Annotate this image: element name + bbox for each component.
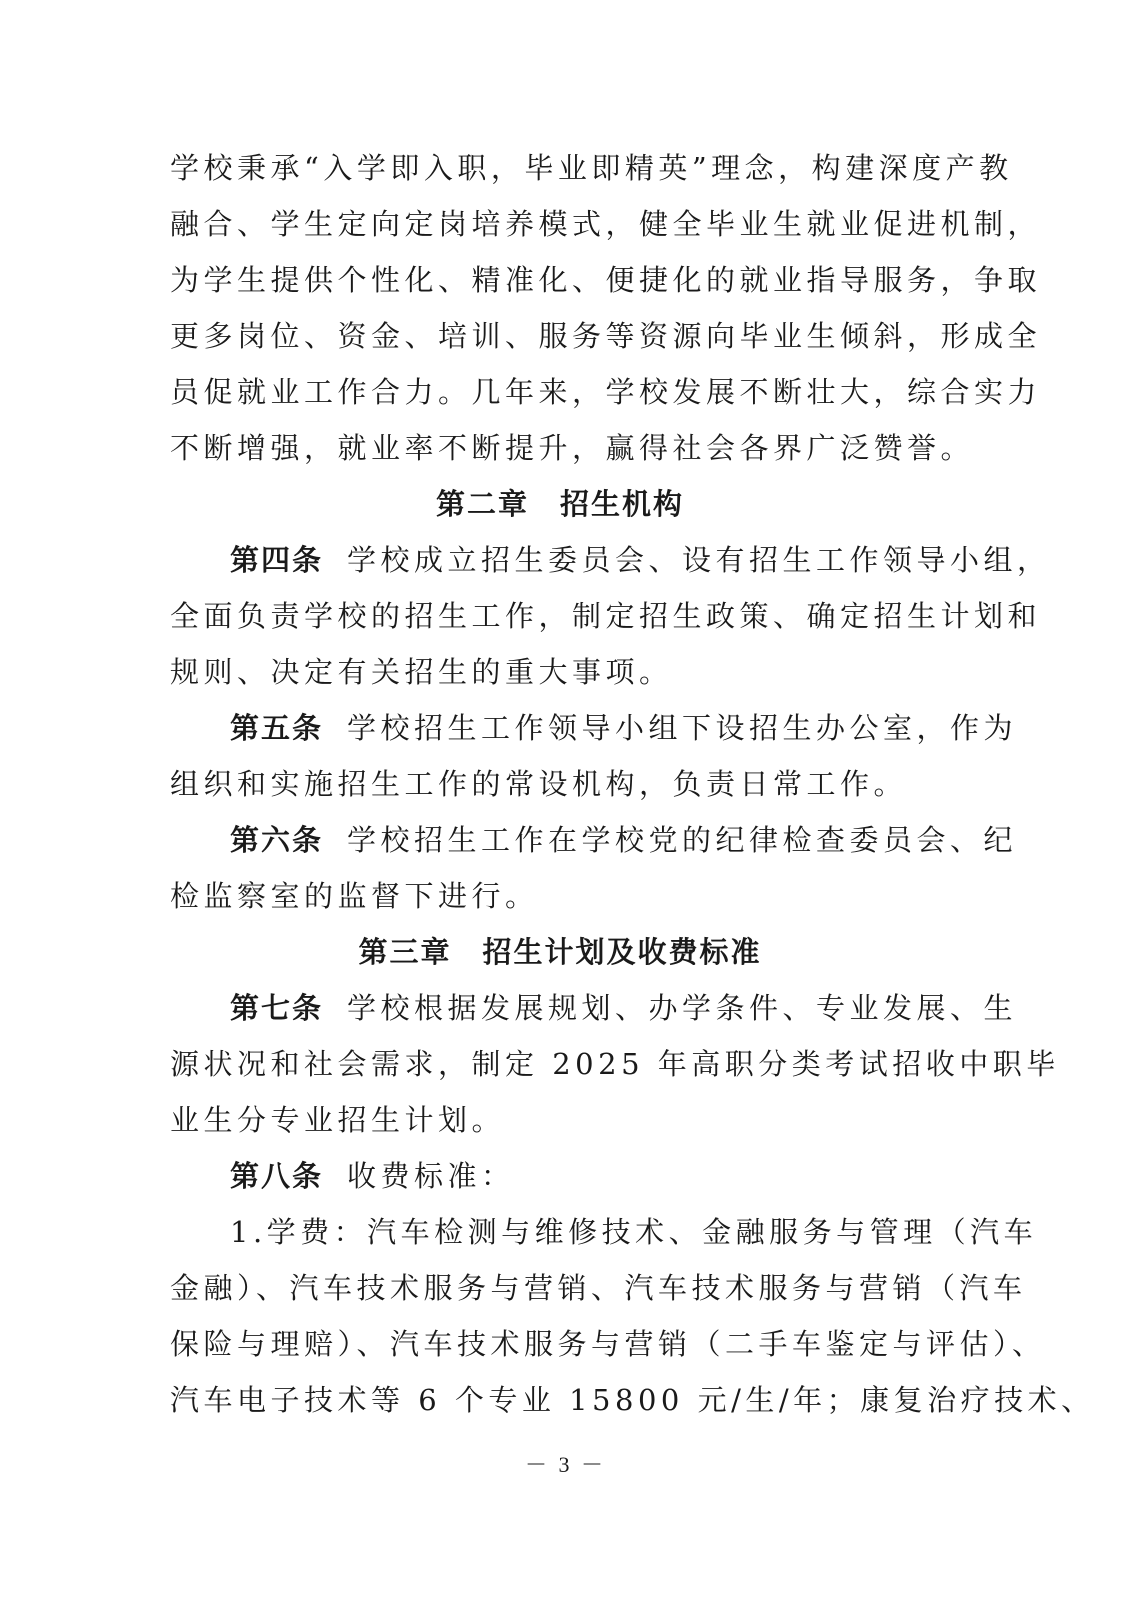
tuition-line-3: 保险与理赔）、汽车技术服务与营销（二手车鉴定与评估）、 [170,1327,1046,1361]
article-6-text-1: 学校招生工作在学校党的纪律检查委员会、纪 [347,823,1018,857]
article-6-line-1 [230,818,1018,862]
article-5-line-2: 组织和实施招生工作的常设机构，负责日常工作。 [170,767,908,801]
article-4-label: 第四条 [230,543,324,577]
page-number: － 3 － [524,1452,606,1477]
article-7-text-1: 学校根据发展规划、办学条件、专业发展、生 [347,991,1018,1025]
chapter-2-heading: 第二章 招生机构 [435,487,684,521]
intro-line-4: 更多岗位、资金、培训、服务等资源向毕业生倾斜，形成全 [170,319,1042,353]
article-4-line-3: 规则、决定有关招生的重大事项。 [170,655,673,689]
article-5-text-1: 学校招生工作领导小组下设招生办公室，作为 [347,711,1018,745]
article-7-line-1 [230,986,1018,1030]
article-8-text-1: 收费标准： [347,1159,515,1193]
tuition-line-2: 金融）、汽车技术服务与营销、汽车技术服务与营销（汽车 [170,1271,1027,1305]
tuition-line-4: 汽车电子技术等 6 个专业 15800 元/生/年；康复治疗技术、 [170,1383,1095,1417]
intro-line-5: 员促就业工作合力。几年来，学校发展不断壮大，综合实力 [170,375,1042,409]
intro-line-3: 为学生提供个性化、精准化、便捷化的就业指导服务，争取 [170,263,1042,297]
article-4-line-2: 全面负责学校的招生工作，制定招生政策、确定招生计划和 [170,599,1042,633]
intro-line-1: 学校秉承“入学即入职，毕业即精英”理念，构建深度产教 [170,151,1013,185]
article-6-label: 第六条 [230,823,324,857]
article-6-line-2: 检监察室的监督下进行。 [170,879,539,913]
intro-line-2: 融合、学生定向定岗培养模式，健全毕业生就业促进机制， [170,207,1042,241]
intro-line-6: 不断增强，就业率不断提升，赢得社会各界广泛赞誉。 [170,431,975,465]
article-4-line-1 [230,538,1051,582]
article-7-line-2: 源状况和社会需求，制定 2025 年高职分类考试招收中职毕 [170,1047,1060,1081]
article-4-text-1: 学校成立招生委员会、设有招生工作领导小组， [347,543,1051,577]
article-8-label: 第八条 [230,1159,324,1193]
tuition-line-1: 1.学费：汽车检测与维修技术、金融服务与管理（汽车 [230,1215,1038,1249]
article-7-line-3: 业生分专业招生计划。 [170,1103,506,1137]
chapter-3-heading: 第三章 招生计划及收费标准 [358,935,762,969]
article-7-label: 第七条 [230,991,324,1025]
article-5-label: 第五条 [230,711,324,745]
article-5-line-1 [230,706,1018,750]
article-8-line-1 [230,1154,950,1198]
